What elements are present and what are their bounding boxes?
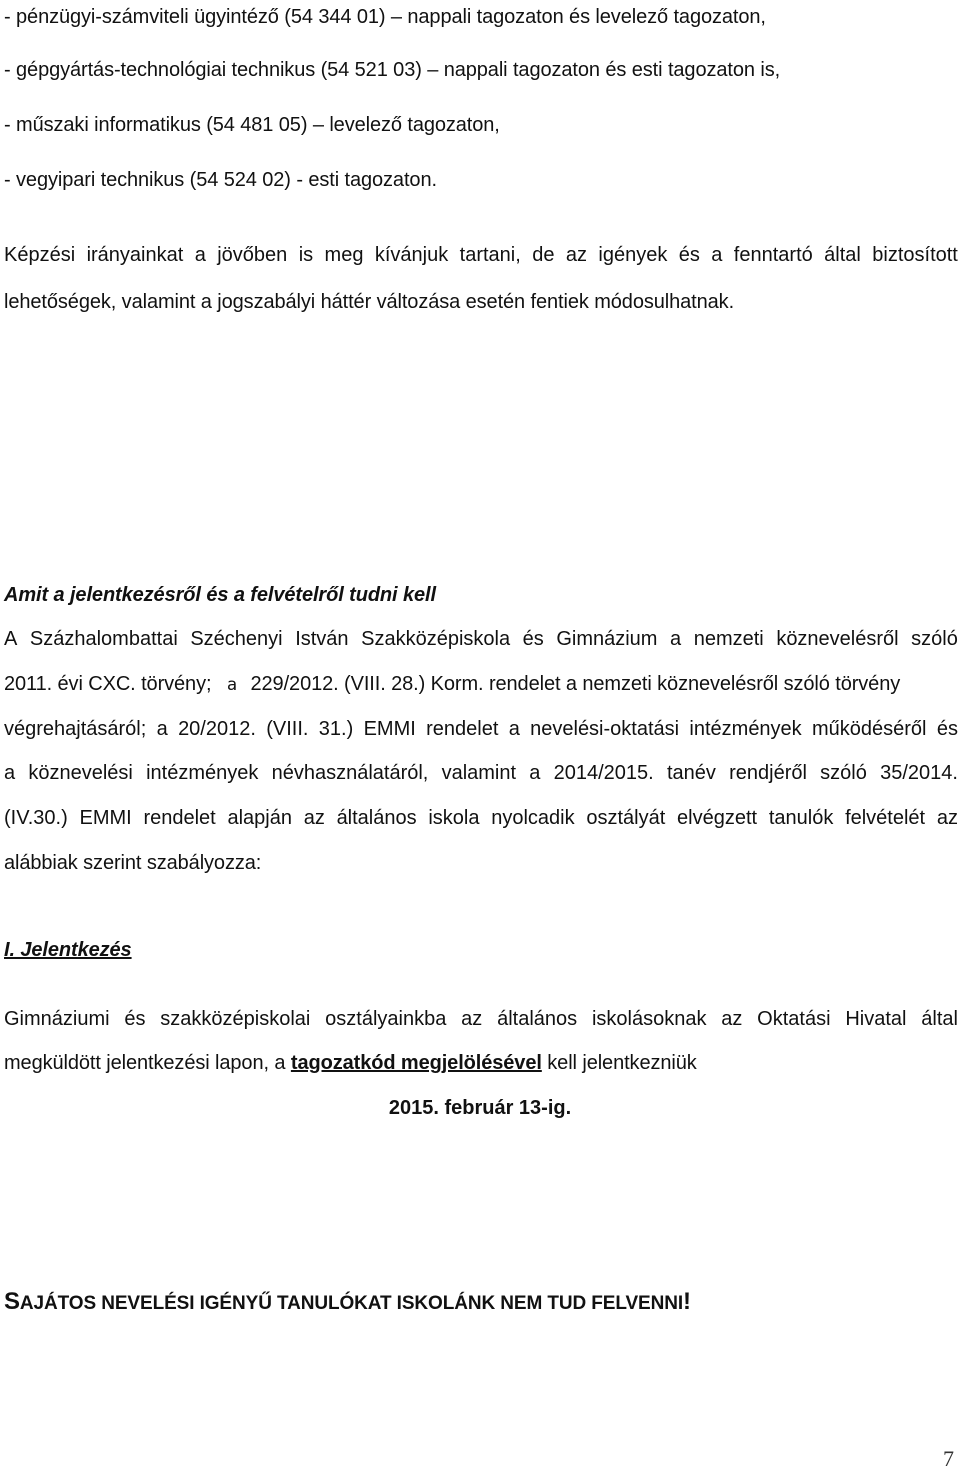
word: a bbox=[4, 762, 16, 784]
word: intézmények bbox=[689, 718, 802, 740]
word: az bbox=[303, 807, 325, 829]
word: nevelési-oktatási bbox=[530, 718, 680, 740]
word: Hivatal bbox=[845, 1008, 907, 1030]
word: tartani, bbox=[459, 244, 521, 266]
word: intézmények bbox=[146, 762, 259, 784]
intro-paragraph-line-2: lehetőségek, valamint a jogszabályi háttér változása esetén fentiek módosulhatnak. bbox=[4, 291, 735, 313]
bullet-item-3: - műszaki informatikus (54 481 05) – levelező tagozaton, bbox=[4, 114, 500, 136]
word: az bbox=[721, 1008, 743, 1030]
word: Százhalombattai bbox=[29, 628, 178, 650]
word: tanév bbox=[666, 762, 716, 784]
section1-line-2-part-a: 2011. évi CXC. törvény; bbox=[4, 673, 212, 695]
bullet-item-2: - gépgyártás-technológiai technikus (54 521 03) – nappali tagozaton és esti tagozaton is, bbox=[4, 59, 781, 81]
word: EMMI bbox=[79, 807, 132, 829]
word: és bbox=[124, 1008, 146, 1030]
word: és bbox=[936, 718, 958, 740]
word: Gimnázium bbox=[556, 628, 658, 650]
section1-line-2-part-b: a bbox=[226, 675, 238, 695]
word: irányainkat bbox=[86, 244, 184, 266]
word: igények bbox=[598, 244, 668, 266]
word: 31.) bbox=[318, 718, 354, 740]
section2-line-2 bbox=[4, 1050, 697, 1076]
word: kívánjuk bbox=[374, 244, 449, 266]
word: köznevelési bbox=[28, 762, 133, 784]
section2-line-2-emphasis: tagozatkód megjelölésével bbox=[290, 1052, 542, 1074]
word: felvételét bbox=[845, 807, 926, 829]
word: és bbox=[678, 244, 700, 266]
word: alapján bbox=[227, 807, 292, 829]
section2-line-2-part-a: megküldött jelentkezési lapon, a bbox=[4, 1052, 286, 1074]
notice-first-letter: S bbox=[4, 1288, 20, 1315]
word: szóló bbox=[820, 762, 867, 784]
intro-paragraph-line-1 bbox=[4, 242, 958, 268]
word: iskolásoknak bbox=[591, 1008, 707, 1030]
section2-line-1 bbox=[4, 1006, 958, 1032]
word: jövőben bbox=[217, 244, 288, 266]
word: 35/2014. bbox=[880, 762, 958, 784]
word: iskola bbox=[428, 807, 480, 829]
word: névhasználatáról, bbox=[271, 762, 429, 784]
word: István bbox=[295, 628, 349, 650]
word: és bbox=[522, 628, 544, 650]
word: elvégzett bbox=[677, 807, 758, 829]
word: osztályát bbox=[586, 807, 666, 829]
word: működéséről bbox=[812, 718, 927, 740]
section1-line-3 bbox=[4, 716, 958, 742]
section1-line-5 bbox=[4, 805, 958, 831]
word: 2014/2015. bbox=[553, 762, 654, 784]
word: köznevelésről bbox=[776, 628, 899, 650]
word: biztosított bbox=[872, 244, 958, 266]
word: rendelet bbox=[143, 807, 216, 829]
word: a bbox=[670, 628, 682, 650]
section-heading-application: I. Jelentkezés bbox=[4, 939, 132, 961]
word: általános bbox=[497, 1008, 578, 1030]
word: a bbox=[711, 244, 723, 266]
word: Gimnáziumi bbox=[4, 1008, 110, 1030]
section1-line-1 bbox=[4, 626, 958, 652]
section1-line-4 bbox=[4, 760, 958, 786]
word: (VIII. bbox=[266, 718, 309, 740]
word: által bbox=[921, 1008, 958, 1030]
deadline: 2015. február 13-ig. bbox=[388, 1097, 572, 1119]
word: meg bbox=[324, 244, 364, 266]
section1-line-2 bbox=[4, 671, 900, 698]
word: osztályainkba bbox=[325, 1008, 447, 1030]
page-number: 7 bbox=[943, 1446, 954, 1471]
bullet-item-1: - pénzügyi-számviteli ügyintéző (54 344 01) – nappali tagozaton és levelező tagozaton, bbox=[4, 6, 766, 28]
word: Szakközépiskola bbox=[361, 628, 511, 650]
notice-exclamation: ! bbox=[683, 1288, 691, 1315]
word: a bbox=[194, 244, 206, 266]
word: rendelet bbox=[426, 718, 499, 740]
word: nemzeti bbox=[693, 628, 764, 650]
word: a bbox=[529, 762, 541, 784]
word: fenntartó bbox=[733, 244, 813, 266]
word: de bbox=[532, 244, 555, 266]
word: Széchenyi bbox=[190, 628, 283, 650]
word: a bbox=[508, 718, 520, 740]
word: az bbox=[936, 807, 958, 829]
section-heading-admission: Amit a jelentkezésről és a felvételről tudni kell bbox=[4, 584, 436, 606]
word: a bbox=[156, 718, 168, 740]
section1-line-6: alábbiak szerint szabályozza: bbox=[4, 852, 262, 874]
word: is bbox=[298, 244, 314, 266]
word: nyolcadik bbox=[491, 807, 575, 829]
section1-line-2-part-c: 229/2012. (VIII. 28.) Korm. rendelet a nemzeti köznevelésről szóló törvény bbox=[250, 673, 901, 695]
word: az bbox=[461, 1008, 483, 1030]
section2-line-2-part-c: kell jelentkezniük bbox=[547, 1052, 697, 1074]
word: általános bbox=[336, 807, 417, 829]
word: szakközépiskolai bbox=[160, 1008, 311, 1030]
word: (IV.30.) bbox=[4, 807, 68, 829]
word: rendjéről bbox=[729, 762, 807, 784]
bullet-item-4: - vegyipari technikus (54 524 02) - esti tagozaton. bbox=[4, 169, 437, 191]
word: Oktatási bbox=[757, 1008, 831, 1030]
word: szóló bbox=[911, 628, 958, 650]
word: valamint bbox=[441, 762, 517, 784]
word: végrehajtásáról; bbox=[4, 718, 147, 740]
word: EMMI bbox=[363, 718, 416, 740]
special-needs-notice bbox=[4, 1287, 691, 1319]
word: A bbox=[4, 628, 18, 650]
word: 20/2012. bbox=[178, 718, 256, 740]
word: Képzési bbox=[4, 244, 76, 266]
word: az bbox=[565, 244, 587, 266]
word: tanulók bbox=[768, 807, 834, 829]
notice-text: AJÁTOS NEVELÉSI IGÉNYŰ TANULÓKAT ISKOLÁNK NEM TUD FELVENNI bbox=[19, 1293, 684, 1314]
word: által bbox=[824, 244, 861, 266]
